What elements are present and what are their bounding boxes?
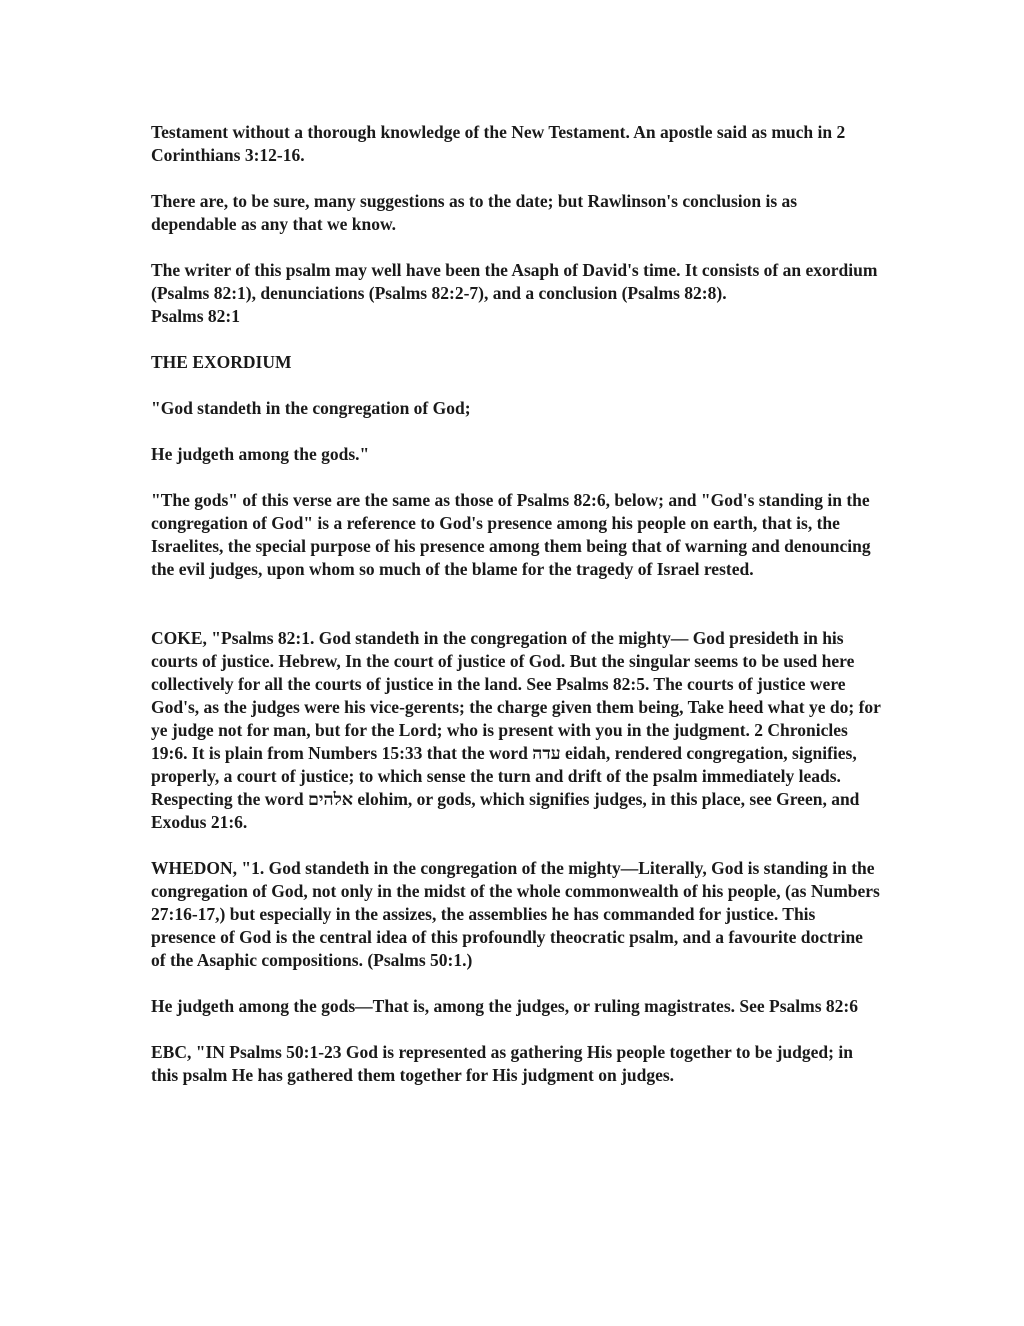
document-page <box>151 121 881 1110</box>
paragraph-date: There are, to be sure, many suggestions as to the date; but Rawlinson's conclusion is as dependable as any that we know. <box>151 191 798 234</box>
verse-line-1: "God standeth in the congregation of God; <box>151 398 471 418</box>
paragraph-judgeth: He judgeth among the gods—That is, among the judges, or ruling magistrates. See Psalms 82:6 <box>151 996 858 1016</box>
paragraph-ebc: EBC, "IN Psalms 50:1-23 God is represented as gathering His people together to be judged; in this psalm He has gathered them together for His judgment on judges. <box>151 1042 853 1085</box>
section-heading: THE EXORDIUM <box>151 352 292 372</box>
verse-reference: Psalms 82:1 <box>151 306 240 326</box>
paragraph-testament: Testament without a thorough knowledge of the New Testament. An apostle said as much in 2 Corinthians 3:12-16. <box>151 122 846 165</box>
paragraph-whedon: WHEDON, "1. God standeth in the congregation of the mighty—Literally, God is standing in the congregation of God, not only in the midst of the whole commonwealth of his people, (as Numbers 27:16-17,) but especially in the assizes, the assemblies he has commanded for justice. This presence of God is the central idea of this profoundly theocratic psalm, and a favourite doctrine of the Asaphic compositions. (Psalms 50:1.) <box>151 858 880 970</box>
paragraph-coke: COKE, "Psalms 82:1. God standeth in the congregation of the mighty— God presideth in his courts of justice. Hebrew, In the court of justice of God. But the singular seems to be used here collectively for all the courts of justice in the land. See Psalms 82:5. The courts of justice were God's, as the judges were his vice-gerents; the charge given them being, Take heed what ye do; for ye judge not for man, but for the Lord; who is present with you in the judgment. 2 Chronicles 19:6. It is plain from Numbers 15:33 that the word עדה eidah, rendered congregation, signifies, properly, a court of justice; to which sense the turn and drift of the psalm immediately leads. Respecting the word אלהים elohim, or gods, which signifies judges, in this place, see Green, and Exodus 21:6. <box>151 628 881 832</box>
paragraph-gods: "The gods" of this verse are the same as those of Psalms 82:6, below; and "God's standing in the congregation of God" is a reference to God's presence among his people on earth, that is, the Israelites, the special purpose of his presence among them being that of warning and denouncing the evil judges, upon whom so much of the blame for the tragedy of Israel rested. <box>151 490 871 579</box>
verse-line-2: He judgeth among the gods." <box>151 444 370 464</box>
paragraph-writer: The writer of this psalm may well have been the Asaph of David's time. It consists of an exordium (Psalms 82:1), denunciations (Psalms 82:2-7), and a conclusion (Psalms 82:8). <box>151 260 878 303</box>
